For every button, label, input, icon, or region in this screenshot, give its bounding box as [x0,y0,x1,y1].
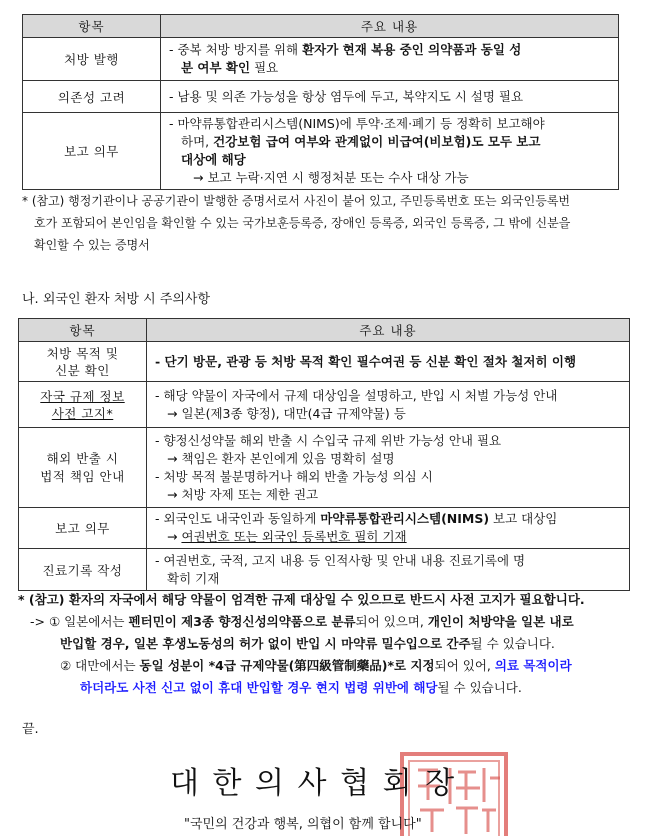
reference-note: * (참고) 행정기관이나 공공기관이 발행한 증명서로서 사진이 붙어 있고, 주민등록번호 또는 외국인등록번 호가 포함되어 본인임을 확인할 수 있는 국가보훈등록증, 장애인 등록증, 외국인 등록증, 그 밖에 신분을 확인할 수 있는 증명서 [22,194,571,252]
slogan: "국민의 건강과 행복, 의협이 함께 합니다" [184,817,422,832]
table-foreign-patient-precautions [18,318,630,591]
warning-note: * (참고) 환자의 자국에서 해당 약물이 엄격한 규제 대상일 수 있으므로 반드시 사전 고지가 필요합니다. -> ① 일본에서는 펜터민이 제3종 향정신성의약품으로 분류되어 있으며, 개인이 처방약을 일본 내로 반입할 경우, 일본 후생노동성의 허가 없이 반입 시 마약류 밀수입으로 간주될 수 있습니다. ② 대만에서는 동일 성분이 *4급 규제약물(第四級管制藥品)*로 지정되어 있어, 의료 목적이라 하더라도 사전 신고 없이 휴대 반입할 경우 현지 법령 위반에 해당될 수 있습니다. [18,592,585,695]
table-row: 자국 규제 정보 사전 고지* - 해당 약물이 자국에서 규제 대상임을 설명하고, 반입 시 처벌 가능성 안내 → 일본(제3종 향정), 대만(4급 규제약물) 등 [19,382,630,428]
table-row: 보고 의무 - 외국인도 내국인과 동일하게 마약류통합관리시스템(NIMS) 보고 대상임 → 여권번호 또는 외국인 등록번호 필히 기재 [19,508,630,549]
row-label: 처방 발행 [23,38,161,81]
row-label: 의존성 고려 [23,81,161,113]
table-header-content: 주요 내용 [147,319,630,342]
table-row: 진료기록 작성 - 여권번호, 국적, 고지 내용 등 인적사항 및 안내 내용 진료기록에 명 확히 기재 [19,549,630,591]
table-header-item: 항목 [19,319,147,342]
table-prescribing-precautions [22,14,619,190]
section-title: 나. 외국인 환자 처방 시 주의사항 [22,292,211,307]
row-label: 보고 의무 [23,113,161,190]
table-row: 보고 의무 - 마약류통합관리시스템(NIMS)에 투약·조제·폐기 등 정확히 보고해야 하며, 건강보험 급여 여부와 관계없이 비급여(비보험)도 모두 보고 대상에 해당 → 보고 누락·지연 시 행정처분 또는 수사 대상 가능 [23,113,619,190]
table-header-item: 항목 [23,15,161,38]
table-row: 처방 발행 - 중복 처방 방지를 위해 환자가 현재 복용 중인 의약품과 동일 성 분 여부 확인 필요 [23,38,619,81]
table-row: 의존성 고려 - 남용 및 의존 가능성을 항상 염두에 두고, 복약지도 시 설명 필요 [23,81,619,113]
table-header-content: 주요 내용 [161,15,619,38]
table-row: 해외 반출 시 법적 책임 안내 - 향정신성약물 해외 반출 시 수입국 규제 위반 가능성 안내 필요 → 책임은 환자 본인에게 있음 명확히 설명 - 처방 목적 불분명하거나 해외 반출 가능성 의심 시 → 처방 자제 또는 제한 권고 [19,428,630,508]
organization-name: 대 한 의 사 협 회 장 [170,766,457,801]
table-row: 처방 목적 및 신분 확인 - 단기 방문, 관광 등 처방 목적 확인 필수여권 등 신분 확인 절차 철저히 이행 [19,342,630,382]
end-mark: 끝. [22,722,39,737]
